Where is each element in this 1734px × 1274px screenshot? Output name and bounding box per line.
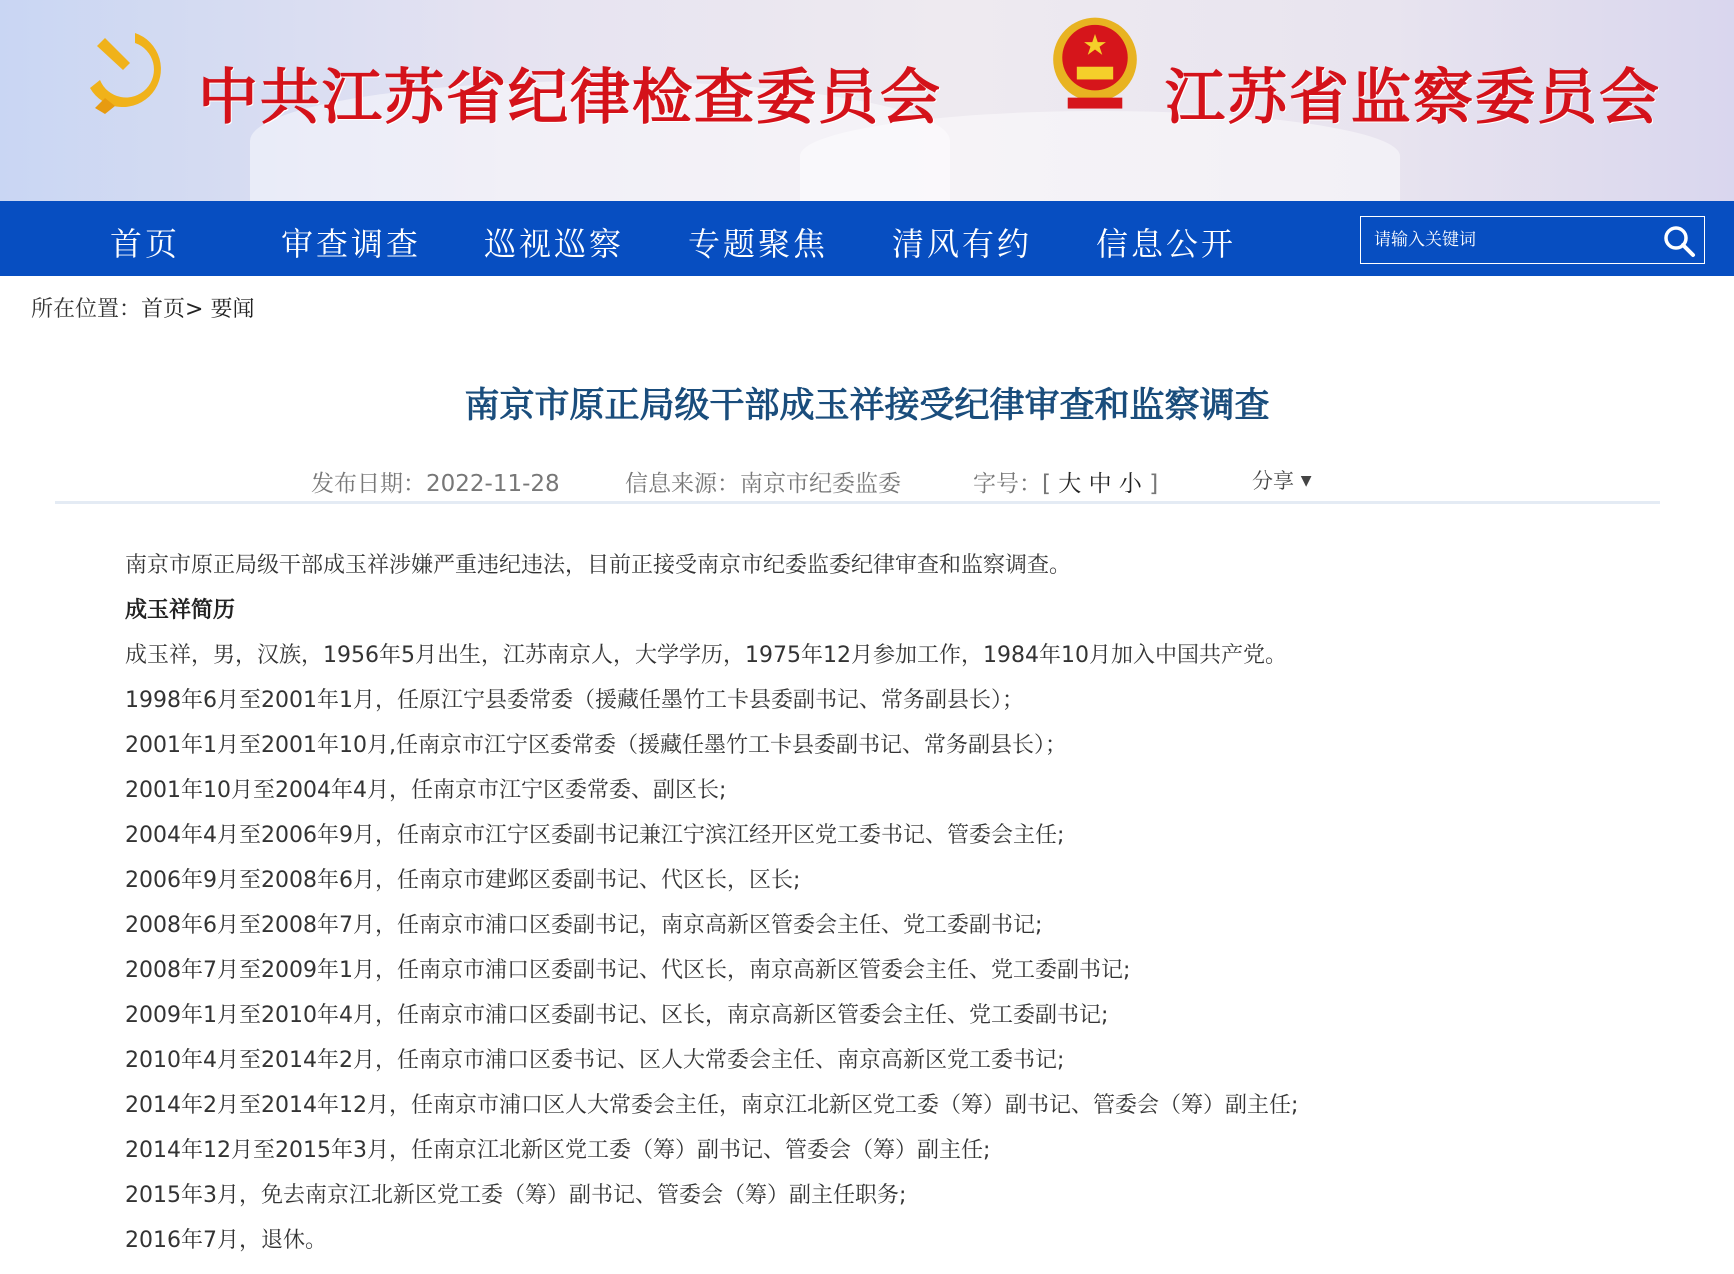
article-paragraph: 2015年3月，免去南京江北新区党工委（筹）副书记、管委会（筹）副主任职务; [125, 1183, 907, 1208]
search-icon[interactable] [1662, 224, 1696, 258]
breadcrumb-current[interactable]: 要闻 [210, 297, 255, 322]
national-emblem-icon [1045, 14, 1145, 114]
article-paragraph: 2006年9月至2008年6月，任南京市建邺区委副书记、代区长，区长; [125, 868, 801, 893]
font-medium-button[interactable]: 中 [1088, 471, 1112, 497]
publish-date [311, 465, 560, 498]
article-paragraph: 2008年6月至2008年7月，任南京市浦口区委副书记，南京高新区管委会主任、党工委副书记; [125, 913, 1043, 938]
breadcrumb [31, 292, 254, 323]
divider [55, 501, 1660, 504]
font-size-control [973, 465, 1158, 498]
info-source [625, 465, 901, 498]
right-org-name: 江苏省监察委员会 [1165, 63, 1661, 133]
search-box [1360, 216, 1705, 264]
article-paragraph: 2010年4月至2014年2月，任南京市浦口区委书记、区人大常委会主任、南京高新区党工委书记; [125, 1048, 1065, 1073]
font-label: 字号： [973, 471, 1042, 497]
nav-topics[interactable]: 专题聚焦 [688, 225, 829, 263]
article-paragraph: 2001年1月至2001年10月,任南京市江宁区委常委（援藏任墨竹工卡县委副书记、常务副县长）； [125, 733, 1067, 758]
nav-inspection[interactable]: 巡视巡察 [484, 225, 625, 263]
article-title: 南京市原正局级干部成玉祥接受纪律审查和监察调查 [464, 386, 1270, 426]
article-paragraph: 2001年10月至2004年4月，任南京市江宁区委常委、副区长; [125, 778, 727, 803]
party-emblem-icon [75, 18, 175, 118]
article-paragraph: 2014年12月至2015年3月，任南京江北新区党工委（筹）副书记、管委会（筹）副主任; [125, 1138, 991, 1163]
source-value: 南京市纪委监委 [740, 471, 901, 497]
main-nav [0, 201, 1734, 276]
breadcrumb-separator: > [185, 297, 204, 322]
nav-home[interactable]: 首页 [110, 225, 181, 263]
article-paragraph: 2016年7月，退休。 [125, 1228, 327, 1253]
article-paragraph: 成玉祥，男，汉族，1956年5月出生，江苏南京人，大学学历，1975年12月参加工作，1984年10月加入中国共产党。 [125, 643, 1287, 668]
article-paragraph: 2004年4月至2006年9月，任南京市江宁区委副书记兼江宁滨江经开区党工委书记、管委会主任; [125, 823, 1065, 848]
bracket-open: [ [1042, 471, 1051, 497]
bracket-close: ] [1149, 471, 1159, 497]
share-label: 分享 [1252, 469, 1294, 493]
article-paragraph: 2008年7月至2009年1月，任南京市浦口区委副书记、代区长，南京高新区管委会主任、党工委副书记; [125, 958, 1131, 983]
date-value: 2022-11-28 [426, 471, 560, 497]
article-paragraph: 2009年1月至2010年4月，任南京市浦口区委副书记、区长，南京高新区管委会主任、党工委副书记; [125, 1003, 1109, 1028]
source-label: 信息来源： [625, 471, 740, 497]
nav-integrity[interactable]: 清风有约 [892, 225, 1033, 263]
article-paragraph: 2014年2月至2014年12月，任南京市浦口区人大常委会主任，南京江北新区党工委（筹）副书记、管委会（筹）副主任; [125, 1093, 1299, 1118]
search-input[interactable] [1361, 217, 1651, 263]
article-paragraph: 1998年6月至2001年1月，任原江宁县委常委（援藏任墨竹工卡县委副书记、常务副县长）； [125, 688, 1024, 713]
date-label: 发布日期： [311, 471, 426, 497]
caret-down-icon: ▼ [1300, 473, 1312, 489]
font-large-button[interactable]: 大 [1058, 471, 1082, 497]
breadcrumb-label: 所在位置： [31, 297, 142, 322]
breadcrumb-home[interactable]: 首页 [141, 297, 186, 322]
nav-investigation[interactable]: 审查调查 [281, 225, 422, 263]
font-small-button[interactable]: 小 [1118, 471, 1142, 497]
header-banner [0, 0, 1734, 201]
section-heading: 成玉祥简历 [125, 598, 236, 623]
left-org-name: 中共江苏省纪律检查委员会 [198, 63, 942, 133]
nav-disclosure[interactable]: 信息公开 [1096, 225, 1237, 263]
article-paragraph: 南京市原正局级干部成玉祥涉嫌严重违纪违法，目前正接受南京市纪委监委纪律审查和监察调查。 [125, 553, 1072, 578]
share-button[interactable] [1252, 465, 1311, 495]
